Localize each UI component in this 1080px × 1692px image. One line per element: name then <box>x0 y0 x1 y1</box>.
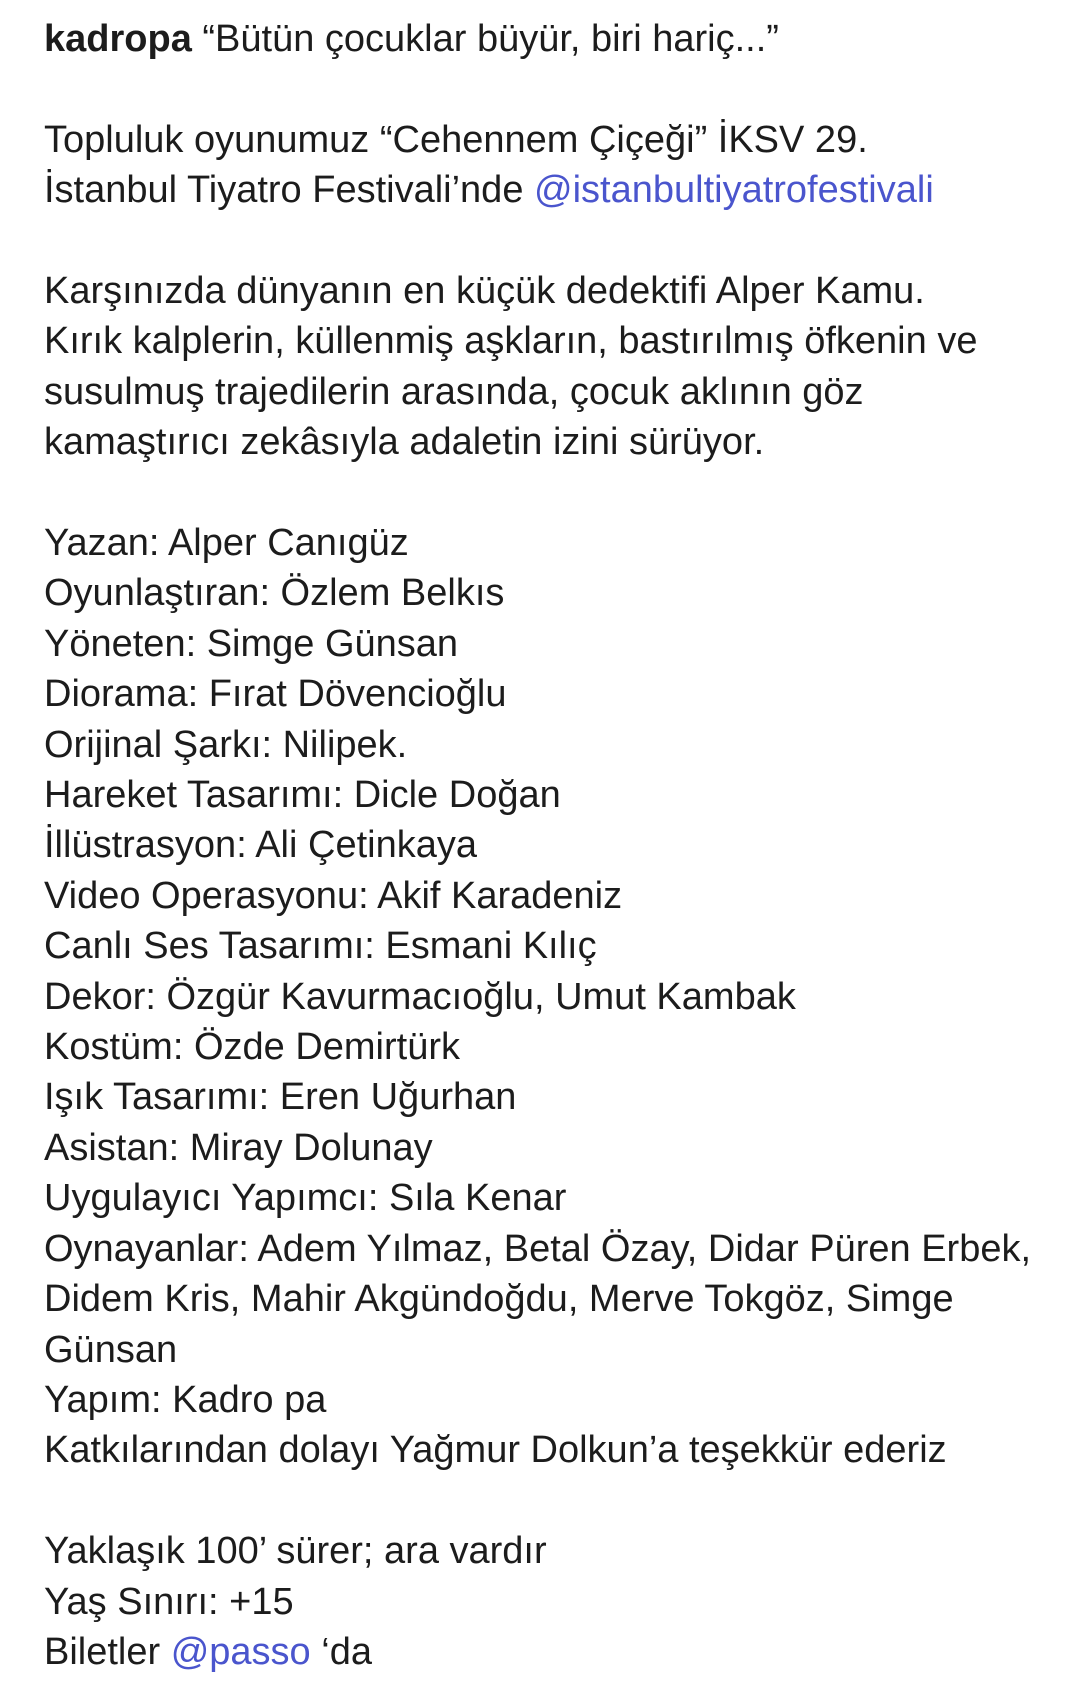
credit-line-orijinal-sarki <box>44 720 1050 770</box>
credit-line-tesekkur <box>44 1425 1050 1475</box>
caption-blank-line <box>44 1476 1050 1526</box>
caption-line <box>44 417 1050 467</box>
caption-text: Dekor: Özgür Kavurmacıoğlu, Umut Kambak <box>44 975 796 1018</box>
caption-line <box>44 266 1050 316</box>
caption-text: Yapım: Kadro pa <box>44 1378 327 1421</box>
caption-text: Topluluk oyunumuz “Cehennem Çiçeği” İKSV 29. <box>44 118 868 161</box>
caption-text: Kırık kalplerin, küllenmiş aşkların, bastırılmış öfkenin ve <box>44 320 978 363</box>
caption-title-text: “Bütün çocuklar büyür, biri hariç...” <box>191 18 779 60</box>
credit-line-isik-tasarimi <box>44 1072 1050 1122</box>
mention-link-passo[interactable]: @passo <box>170 1630 311 1673</box>
caption-text: Günsan <box>44 1328 178 1371</box>
caption-text: Karşınızda dünyanın en küçük dedektifi Alper Kamu. <box>44 270 925 312</box>
caption-text: ‘da <box>310 1630 372 1673</box>
credit-line-yoneten <box>44 619 1050 669</box>
caption-text: Oynayanlar: Adem Yılmaz, Betal Özay, Didar Püren Erbek, <box>44 1227 1032 1270</box>
caption-text: Orijinal Şarkı: Nilipek. <box>44 723 408 766</box>
info-line-age-limit <box>44 1577 1050 1627</box>
caption-blank-line <box>44 64 1050 114</box>
caption-line <box>44 367 1050 417</box>
credit-line-yapim <box>44 1375 1050 1425</box>
caption-text: Uygulayıcı Yapımcı: Sıla Kenar <box>44 1177 567 1220</box>
mention-link-istanbultiyatrofestivali[interactable]: @istanbultiyatrofestivali <box>534 169 934 212</box>
caption-text: Kostüm: Özde Demirtürk <box>44 1026 460 1069</box>
credit-line-video-operasyonu <box>44 871 1050 921</box>
credit-line-canli-ses-tasarimi <box>44 921 1050 971</box>
caption-text: Hareket Tasarımı: Dicle Doğan <box>44 774 561 817</box>
credit-line-oynayanlar-cont <box>44 1325 1050 1375</box>
caption-text: Işık Tasarımı: Eren Uğurhan <box>44 1076 517 1119</box>
caption-text: susulmuş trajedilerin arasında, çocuk aklının göz <box>44 370 864 413</box>
caption-text: Yazan: Alper Canıgüz <box>44 522 409 565</box>
caption-text: kamaştırıcı zekâsıyla adaletin izini sürüyor. <box>44 421 765 464</box>
caption-text: Yaklaşık 100’ sürer; ara vardır <box>44 1530 547 1573</box>
caption-line <box>44 165 1050 215</box>
caption-text: İllüstrasyon: Ali Çetinkaya <box>44 824 477 867</box>
credit-line-illustrasyon <box>44 820 1050 870</box>
credit-line-oynayanlar-cont <box>44 1274 1050 1324</box>
credit-line-dekor <box>44 972 1050 1022</box>
info-line-duration <box>44 1526 1050 1576</box>
credit-line-oyunlastiran <box>44 568 1050 618</box>
credit-line-diorama <box>44 669 1050 719</box>
caption-blank-line <box>44 216 1050 266</box>
caption-text: İstanbul Tiyatro Festivali’nde <box>44 169 535 212</box>
caption-text: Diorama: Fırat Dövencioğlu <box>44 673 507 716</box>
caption-blank-line <box>44 468 1050 518</box>
caption-line <box>44 115 1050 165</box>
credit-line-oynayanlar <box>44 1224 1050 1274</box>
caption-text: Katkılarından dolayı Yağmur Dolkun’a teşekkür ederiz <box>44 1429 947 1472</box>
username-link[interactable]: kadropa <box>44 18 192 60</box>
caption-title-line <box>44 14 1050 64</box>
caption-text: Oyunlaştıran: Özlem Belkıs <box>44 572 505 615</box>
credit-line-yazan <box>44 518 1050 568</box>
credit-line-asistan <box>44 1123 1050 1173</box>
credit-line-uygulayici-yapimci <box>44 1173 1050 1223</box>
caption-text: Canlı Ses Tasarımı: Esmani Kılıç <box>44 925 597 968</box>
caption-text: Biletler <box>44 1630 171 1673</box>
info-line-tickets <box>44 1627 1050 1677</box>
caption-text: Didem Kris, Mahir Akgündoğdu, Merve Tokgöz, Simge <box>44 1278 954 1321</box>
caption-text: Video Operasyonu: Akif Karadeniz <box>44 874 623 917</box>
caption-text: Yöneten: Simge Günsan <box>44 622 459 665</box>
caption-line <box>44 316 1050 366</box>
caption-text: Yaş Sınırı: +15 <box>44 1580 294 1623</box>
credit-line-kostum <box>44 1022 1050 1072</box>
caption-text: Asistan: Miray Dolunay <box>44 1126 433 1169</box>
credit-line-hareket-tasarimi <box>44 770 1050 820</box>
